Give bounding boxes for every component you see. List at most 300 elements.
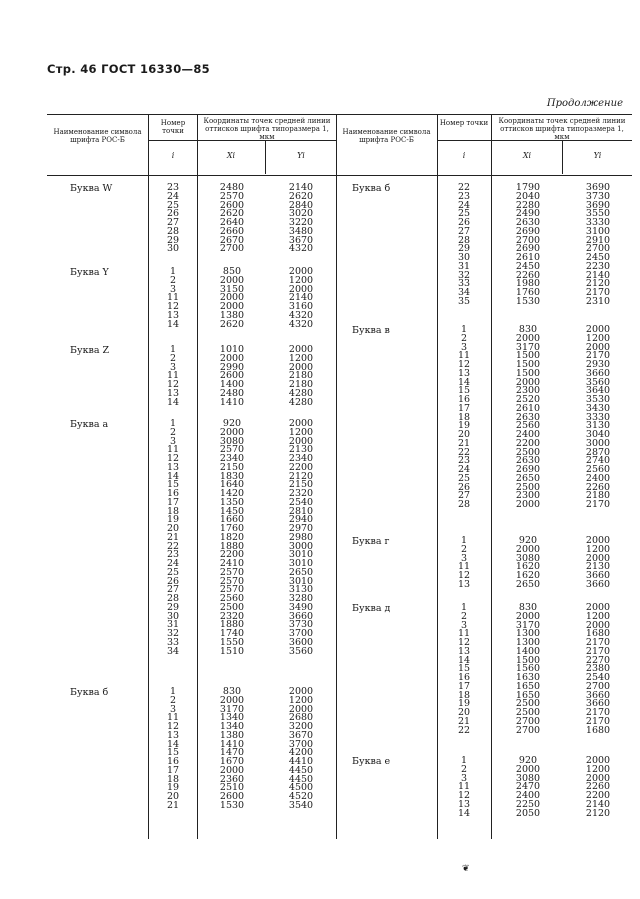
header-sym-i: i bbox=[171, 151, 175, 160]
x-coordinate-cell: 2700 bbox=[515, 234, 541, 246]
x-coordinate-cell: 1500 bbox=[515, 350, 541, 362]
header-col-coords: Координаты точек средней линии оттисков шрифта типоразмера 1, мкм bbox=[498, 117, 626, 141]
y-coordinate-cell: 2180 bbox=[585, 490, 611, 502]
y-coordinate-column bbox=[266, 346, 336, 407]
point-number-cell: 11 bbox=[166, 292, 180, 304]
group-name: Буква Z bbox=[70, 345, 110, 356]
y-coordinate-cell: 3480 bbox=[288, 225, 314, 237]
x-coordinate-cell: 2000 bbox=[515, 763, 541, 775]
point-number-cell: 2 bbox=[460, 543, 468, 555]
x-coordinate-cell: 830 bbox=[518, 324, 538, 335]
y-coordinate-column bbox=[564, 184, 632, 307]
point-number-cell: 34 bbox=[457, 287, 471, 298]
x-coordinate-cell: 2670 bbox=[219, 234, 245, 246]
point-number-cell: 20 bbox=[457, 429, 471, 440]
x-coordinate-cell: 1650 bbox=[515, 680, 541, 692]
point-number-cell: 1 bbox=[460, 324, 468, 335]
point-number-cell: 2 bbox=[460, 610, 468, 622]
y-coordinate-cell: 2840 bbox=[288, 199, 314, 211]
x-coordinate-cell: 2200 bbox=[219, 549, 245, 561]
x-coordinate-column bbox=[494, 537, 562, 590]
y-coordinate-cell: 2000 bbox=[585, 619, 611, 631]
x-coordinate-cell: 920 bbox=[222, 418, 242, 429]
x-coordinate-cell: 2300 bbox=[515, 385, 541, 397]
y-coordinate-cell: 4280 bbox=[288, 396, 314, 408]
point-number-cell: 11 bbox=[166, 444, 180, 456]
x-coordinate-cell: 1650 bbox=[515, 689, 541, 701]
point-number-cell: 3 bbox=[460, 341, 468, 353]
x-coordinate-cell: 2600 bbox=[219, 791, 245, 802]
point-number-cell: 3 bbox=[169, 703, 177, 715]
x-coordinate-column bbox=[200, 420, 264, 656]
x-coordinate-cell: 2490 bbox=[515, 208, 541, 220]
point-number-cell: 20 bbox=[457, 707, 471, 718]
group-name: Буква W bbox=[70, 183, 113, 194]
point-number-cell: 25 bbox=[166, 566, 180, 578]
group-name: Буква д bbox=[352, 603, 391, 614]
x-coordinate-cell: 2480 bbox=[219, 182, 245, 193]
x-coordinate-cell: 2400 bbox=[515, 429, 541, 440]
y-coordinate-cell: 1680 bbox=[585, 628, 611, 640]
point-number-cell: 14 bbox=[457, 654, 471, 666]
point-number-cell: 2 bbox=[169, 426, 177, 438]
point-number-cell: 25 bbox=[166, 199, 180, 211]
point-number-cell: 20 bbox=[166, 791, 180, 802]
y-coordinate-cell: 2000 bbox=[288, 361, 314, 373]
point-number-cell: 25 bbox=[457, 472, 471, 484]
y-coordinate-column bbox=[564, 326, 632, 510]
x-coordinate-cell: 2250 bbox=[515, 798, 541, 810]
x-coordinate-cell: 3080 bbox=[515, 552, 541, 564]
point-number-cell: 13 bbox=[166, 387, 180, 399]
x-coordinate-cell: 1880 bbox=[219, 540, 245, 552]
header-sym-y: Yi bbox=[593, 151, 602, 160]
point-number-cell: 19 bbox=[457, 698, 471, 710]
point-number-cell: 31 bbox=[166, 619, 180, 631]
y-coordinate-cell: 3660 bbox=[585, 367, 611, 379]
point-number-cell: 17 bbox=[166, 496, 180, 508]
group-name: Буква г bbox=[352, 536, 390, 547]
x-coordinate-cell: 2000 bbox=[219, 426, 245, 438]
y-coordinate-cell: 1680 bbox=[585, 724, 611, 736]
x-coordinate-cell: 2450 bbox=[515, 260, 541, 272]
x-coordinate-cell: 2300 bbox=[515, 490, 541, 502]
x-coordinate-cell: 2640 bbox=[219, 217, 245, 228]
x-coordinate-cell: 2000 bbox=[219, 301, 245, 312]
y-coordinate-cell: 3730 bbox=[288, 619, 314, 631]
point-number-cell: 21 bbox=[457, 715, 471, 727]
x-coordinate-cell: 2000 bbox=[219, 694, 245, 706]
x-coordinate-cell: 1510 bbox=[219, 645, 245, 657]
point-number-cell: 30 bbox=[166, 610, 180, 622]
y-coordinate-cell: 3100 bbox=[585, 225, 611, 237]
point-number-cell: 11 bbox=[457, 350, 471, 362]
point-number-cell: 30 bbox=[166, 243, 180, 255]
x-coordinate-cell: 1530 bbox=[219, 799, 245, 811]
y-coordinate-cell: 3220 bbox=[288, 217, 314, 228]
x-coordinate-cell: 2650 bbox=[515, 578, 541, 590]
y-coordinate-cell: 2980 bbox=[288, 531, 314, 543]
x-coordinate-cell: 1760 bbox=[515, 287, 541, 298]
point-number-cell: 1 bbox=[169, 344, 177, 355]
x-coordinate-cell: 2560 bbox=[219, 593, 245, 604]
page-mark-icon: ❦ bbox=[462, 864, 470, 874]
point-number-cell: 3 bbox=[169, 435, 177, 447]
y-coordinate-cell: 4320 bbox=[288, 309, 314, 321]
y-coordinate-cell: 3660 bbox=[585, 578, 611, 590]
column-divider bbox=[148, 114, 149, 839]
point-number-cell: 13 bbox=[166, 729, 180, 741]
x-coordinate-column bbox=[200, 346, 264, 407]
x-coordinate-column bbox=[200, 688, 264, 811]
point-number-cell: 14 bbox=[457, 376, 471, 388]
y-coordinate-cell: 1200 bbox=[288, 426, 314, 438]
x-coordinate-cell: 1830 bbox=[219, 470, 245, 482]
point-number-cell: 28 bbox=[166, 225, 180, 237]
point-number-cell: 26 bbox=[457, 217, 471, 228]
point-number-cell: 24 bbox=[457, 464, 471, 475]
group-name: Буква а bbox=[70, 419, 109, 430]
x-coordinate-cell: 1530 bbox=[515, 295, 541, 307]
point-number-cell: 1 bbox=[169, 686, 177, 697]
point-number-cell: 3 bbox=[169, 361, 177, 373]
x-coordinate-cell: 920 bbox=[518, 755, 538, 766]
y-coordinate-cell: 3660 bbox=[585, 698, 611, 710]
y-coordinate-cell: 2000 bbox=[585, 324, 611, 335]
y-coordinate-cell: 2810 bbox=[288, 505, 314, 517]
point-number-cell: 32 bbox=[166, 628, 180, 639]
point-number-cell: 23 bbox=[457, 455, 471, 467]
y-coordinate-cell: 2230 bbox=[585, 260, 611, 272]
point-number-cell: 11 bbox=[457, 628, 471, 640]
x-coordinate-cell: 3170 bbox=[219, 703, 245, 715]
y-coordinate-cell: 4500 bbox=[288, 782, 314, 794]
x-coordinate-cell: 2000 bbox=[219, 764, 245, 776]
header-col-name: Наименование символа шрифта РОС-Б bbox=[53, 128, 142, 144]
point-number-cell: 14 bbox=[166, 318, 180, 330]
point-number-cell: 29 bbox=[166, 601, 180, 613]
point-number-cell: 12 bbox=[457, 570, 471, 581]
point-number-cell: 2 bbox=[169, 352, 177, 364]
y-coordinate-cell: 2120 bbox=[585, 278, 611, 290]
point-number-cell: 14 bbox=[457, 807, 471, 819]
point-number-cell: 26 bbox=[166, 208, 180, 220]
point-number-cell: 16 bbox=[457, 672, 471, 683]
point-number-cell: 19 bbox=[457, 420, 471, 432]
point-number-cell: 14 bbox=[166, 738, 180, 750]
x-coordinate-cell: 1880 bbox=[219, 619, 245, 631]
x-coordinate-column bbox=[494, 757, 562, 818]
y-coordinate-cell: 3670 bbox=[288, 234, 314, 246]
x-coordinate-cell: 1500 bbox=[515, 654, 541, 666]
point-number-cell: 11 bbox=[457, 781, 471, 793]
point-number-cell: 16 bbox=[457, 394, 471, 405]
y-coordinate-cell: 2000 bbox=[585, 552, 611, 564]
x-coordinate-cell: 2500 bbox=[219, 601, 245, 613]
x-coordinate-cell: 2500 bbox=[515, 707, 541, 718]
y-coordinate-cell: 2000 bbox=[288, 266, 314, 277]
point-number-cell: 2 bbox=[460, 332, 468, 344]
point-number-column bbox=[150, 268, 196, 329]
y-coordinate-cell: 3730 bbox=[585, 190, 611, 202]
x-coordinate-cell: 1380 bbox=[219, 309, 245, 321]
point-number-cell: 2 bbox=[460, 763, 468, 775]
point-number-cell: 21 bbox=[166, 531, 180, 543]
group-name: Буква е bbox=[352, 756, 391, 767]
x-coordinate-cell: 920 bbox=[518, 535, 538, 546]
x-coordinate-cell: 2700 bbox=[515, 715, 541, 727]
point-number-cell: 23 bbox=[166, 549, 180, 561]
point-number-cell: 1 bbox=[460, 602, 468, 613]
point-number-cell: 30 bbox=[457, 252, 471, 263]
x-coordinate-cell: 2000 bbox=[219, 292, 245, 304]
y-coordinate-cell: 3430 bbox=[585, 402, 611, 414]
y-coordinate-cell: 4410 bbox=[288, 756, 314, 767]
point-number-cell: 3 bbox=[460, 552, 468, 564]
y-coordinate-cell: 2700 bbox=[585, 680, 611, 692]
y-coordinate-cell: 3040 bbox=[585, 429, 611, 440]
group-name: Буква б bbox=[352, 183, 391, 194]
x-coordinate-cell: 2690 bbox=[515, 225, 541, 237]
x-coordinate-cell: 1500 bbox=[515, 359, 541, 370]
header-sym-y: Yi bbox=[297, 151, 305, 160]
y-coordinate-cell: 2130 bbox=[288, 444, 314, 456]
header-col-coords: Координаты точек средней линии оттисков шрифта типоразмера 1, мкм bbox=[203, 117, 331, 141]
point-number-cell: 3 bbox=[460, 619, 468, 631]
x-coordinate-cell: 1300 bbox=[515, 637, 541, 648]
header-col-num: Номер точки bbox=[160, 119, 186, 135]
header-sym-i: i bbox=[462, 151, 466, 160]
point-number-cell: 3 bbox=[169, 283, 177, 295]
y-coordinate-cell: 4520 bbox=[288, 791, 314, 802]
y-coordinate-cell: 3700 bbox=[288, 628, 314, 639]
column-divider bbox=[437, 114, 438, 839]
x-coordinate-cell: 2990 bbox=[219, 361, 245, 373]
group-name: Буква в bbox=[352, 325, 390, 336]
y-coordinate-column bbox=[266, 420, 336, 656]
x-coordinate-cell: 1410 bbox=[219, 396, 245, 408]
y-coordinate-cell: 2000 bbox=[585, 602, 611, 613]
x-coordinate-cell: 1470 bbox=[219, 747, 245, 759]
point-number-cell: 12 bbox=[166, 453, 180, 464]
x-coordinate-column bbox=[494, 184, 562, 307]
x-coordinate-cell: 1340 bbox=[219, 712, 245, 724]
y-coordinate-cell: 2740 bbox=[585, 455, 611, 467]
y-coordinate-cell: 3690 bbox=[585, 199, 611, 211]
point-number-cell: 15 bbox=[457, 385, 471, 397]
x-coordinate-cell: 2630 bbox=[515, 411, 541, 423]
x-coordinate-cell: 2520 bbox=[515, 394, 541, 405]
point-number-cell: 22 bbox=[166, 540, 180, 552]
x-coordinate-column bbox=[494, 326, 562, 510]
y-coordinate-cell: 2650 bbox=[288, 566, 314, 578]
y-coordinate-cell: 4450 bbox=[288, 764, 314, 776]
x-coordinate-cell: 2570 bbox=[219, 444, 245, 456]
y-coordinate-cell: 2260 bbox=[585, 481, 611, 493]
point-number-cell: 13 bbox=[166, 309, 180, 321]
y-coordinate-cell: 2000 bbox=[585, 535, 611, 546]
y-coordinate-cell: 2200 bbox=[288, 461, 314, 473]
x-coordinate-cell: 2500 bbox=[515, 446, 541, 458]
y-coordinate-cell: 1200 bbox=[288, 274, 314, 286]
x-coordinate-cell: 2000 bbox=[515, 543, 541, 555]
y-coordinate-cell: 3540 bbox=[288, 799, 314, 811]
y-coordinate-cell: 4320 bbox=[288, 318, 314, 330]
point-number-column bbox=[150, 688, 196, 811]
x-coordinate-cell: 2610 bbox=[515, 402, 541, 414]
x-coordinate-cell: 1400 bbox=[219, 379, 245, 390]
point-number-column bbox=[150, 184, 196, 254]
y-coordinate-cell: 2180 bbox=[288, 370, 314, 382]
x-coordinate-cell: 2690 bbox=[515, 243, 541, 255]
y-coordinate-cell: 2000 bbox=[585, 772, 611, 784]
x-coordinate-cell: 2050 bbox=[515, 807, 541, 819]
y-coordinate-cell: 2170 bbox=[585, 707, 611, 718]
y-coordinate-cell: 2870 bbox=[585, 446, 611, 458]
x-coordinate-cell: 2150 bbox=[219, 461, 245, 473]
y-coordinate-cell: 1200 bbox=[288, 352, 314, 364]
point-number-cell: 21 bbox=[166, 799, 180, 811]
y-coordinate-cell: 4200 bbox=[288, 747, 314, 759]
x-coordinate-cell: 2000 bbox=[219, 352, 245, 364]
y-coordinate-cell: 2140 bbox=[288, 292, 314, 304]
y-coordinate-cell: 3550 bbox=[585, 208, 611, 220]
x-coordinate-column bbox=[200, 268, 264, 329]
y-coordinate-cell: 2170 bbox=[585, 715, 611, 727]
column-divider bbox=[197, 114, 198, 839]
header-sym-x: Xi bbox=[522, 151, 532, 160]
x-coordinate-cell: 2620 bbox=[219, 208, 245, 220]
point-number-cell: 17 bbox=[166, 764, 180, 776]
point-number-cell: 13 bbox=[457, 798, 471, 810]
point-number-cell: 28 bbox=[457, 234, 471, 246]
x-coordinate-cell: 1740 bbox=[219, 628, 245, 639]
x-coordinate-cell: 2280 bbox=[515, 199, 541, 211]
x-coordinate-cell: 2500 bbox=[515, 481, 541, 493]
y-coordinate-cell: 4280 bbox=[288, 387, 314, 399]
y-coordinate-cell: 2150 bbox=[288, 479, 314, 491]
point-number-cell: 12 bbox=[457, 790, 471, 801]
point-number-cell: 24 bbox=[457, 199, 471, 211]
point-number-cell: 18 bbox=[166, 505, 180, 517]
point-number-cell: 1 bbox=[169, 266, 177, 277]
point-number-cell: 31 bbox=[457, 260, 471, 272]
x-coordinate-column bbox=[200, 184, 264, 254]
x-coordinate-column bbox=[494, 604, 562, 735]
point-number-cell: 1 bbox=[460, 535, 468, 546]
x-coordinate-cell: 2610 bbox=[515, 252, 541, 263]
y-coordinate-cell: 3000 bbox=[288, 540, 314, 552]
y-coordinate-cell: 2910 bbox=[585, 234, 611, 246]
point-number-cell: 35 bbox=[457, 295, 471, 307]
x-coordinate-cell: 2700 bbox=[219, 243, 245, 255]
x-coordinate-cell: 2000 bbox=[219, 274, 245, 286]
x-coordinate-cell: 2700 bbox=[515, 724, 541, 736]
point-number-cell: 15 bbox=[166, 479, 180, 491]
x-coordinate-cell: 2470 bbox=[515, 781, 541, 793]
y-coordinate-cell: 3490 bbox=[288, 601, 314, 613]
header-sym-x: Xi bbox=[226, 151, 236, 160]
y-coordinate-cell: 2000 bbox=[585, 341, 611, 353]
y-coordinate-cell: 1200 bbox=[585, 543, 611, 555]
point-number-column bbox=[439, 604, 489, 735]
y-coordinate-cell: 2000 bbox=[288, 283, 314, 295]
point-number-cell: 16 bbox=[166, 756, 180, 767]
x-coordinate-cell: 2260 bbox=[515, 269, 541, 281]
point-number-cell: 33 bbox=[166, 636, 180, 648]
y-coordinate-cell: 3000 bbox=[585, 437, 611, 449]
y-coordinate-cell: 3700 bbox=[288, 738, 314, 750]
x-coordinate-cell: 2000 bbox=[515, 376, 541, 388]
point-number-column bbox=[439, 757, 489, 818]
point-number-cell: 29 bbox=[457, 243, 471, 255]
point-number-cell: 27 bbox=[457, 490, 471, 502]
y-coordinate-cell: 3670 bbox=[288, 729, 314, 741]
y-coordinate-cell: 2970 bbox=[288, 523, 314, 534]
x-coordinate-cell: 1620 bbox=[515, 570, 541, 581]
y-coordinate-cell: 2130 bbox=[585, 561, 611, 573]
y-coordinate-column bbox=[564, 604, 632, 735]
point-number-cell: 17 bbox=[457, 402, 471, 414]
point-number-cell: 24 bbox=[166, 190, 180, 202]
y-coordinate-cell: 2310 bbox=[585, 295, 611, 307]
column-divider bbox=[491, 114, 492, 839]
point-number-cell: 23 bbox=[457, 190, 471, 202]
point-number-cell: 22 bbox=[457, 182, 471, 193]
point-number-cell: 11 bbox=[166, 712, 180, 724]
y-coordinate-cell: 3010 bbox=[288, 549, 314, 561]
point-number-cell: 19 bbox=[166, 782, 180, 794]
point-number-cell: 12 bbox=[166, 301, 180, 312]
point-number-cell: 11 bbox=[166, 370, 180, 382]
continuation-label: Продолжение bbox=[546, 98, 623, 109]
point-number-cell: 32 bbox=[457, 269, 471, 281]
y-coordinate-cell: 2170 bbox=[585, 637, 611, 648]
y-coordinate-cell: 2340 bbox=[288, 453, 314, 464]
point-number-cell: 33 bbox=[457, 278, 471, 290]
x-coordinate-cell: 3150 bbox=[219, 283, 245, 295]
x-coordinate-cell: 2320 bbox=[219, 610, 245, 622]
x-coordinate-cell: 1450 bbox=[219, 505, 245, 517]
x-coordinate-cell: 2400 bbox=[515, 790, 541, 801]
y-coordinate-cell: 2170 bbox=[585, 499, 611, 510]
y-coordinate-cell: 2180 bbox=[288, 379, 314, 390]
x-coordinate-cell: 2000 bbox=[515, 499, 541, 510]
point-number-cell: 29 bbox=[166, 234, 180, 246]
y-coordinate-cell: 3530 bbox=[585, 394, 611, 405]
x-coordinate-cell: 2510 bbox=[219, 782, 245, 794]
point-number-cell: 28 bbox=[457, 499, 471, 510]
y-coordinate-cell: 2000 bbox=[288, 418, 314, 429]
point-number-cell: 17 bbox=[457, 680, 471, 692]
y-coordinate-cell: 2680 bbox=[288, 712, 314, 724]
point-number-cell: 20 bbox=[166, 523, 180, 534]
group-name: Буква б bbox=[70, 687, 109, 698]
x-coordinate-cell: 2570 bbox=[219, 566, 245, 578]
x-coordinate-cell: 830 bbox=[518, 602, 538, 613]
y-coordinate-cell: 2120 bbox=[288, 470, 314, 482]
x-coordinate-cell: 2630 bbox=[515, 217, 541, 228]
point-number-cell: 2 bbox=[169, 274, 177, 286]
y-coordinate-cell: 2120 bbox=[585, 807, 611, 819]
x-coordinate-cell: 3170 bbox=[515, 341, 541, 353]
point-number-cell: 26 bbox=[166, 575, 180, 587]
point-number-cell: 12 bbox=[166, 379, 180, 390]
y-coordinate-cell: 2940 bbox=[288, 514, 314, 526]
point-number-cell: 16 bbox=[166, 488, 180, 499]
x-coordinate-cell: 2570 bbox=[219, 190, 245, 202]
y-coordinate-cell: 2000 bbox=[585, 755, 611, 766]
